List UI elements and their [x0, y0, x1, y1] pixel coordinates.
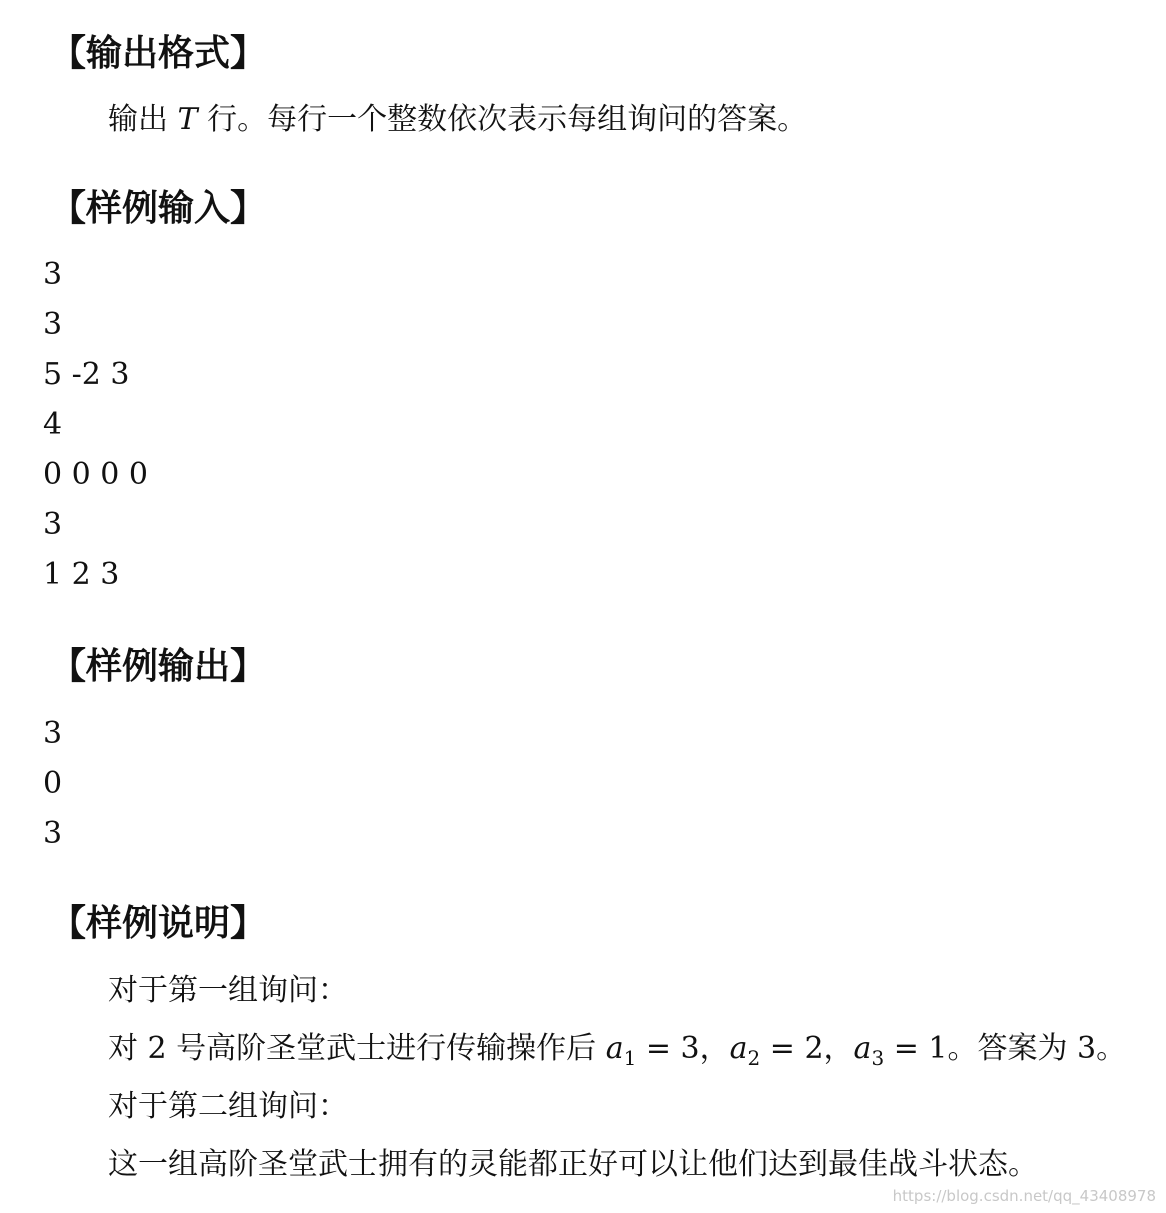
output-format-text-before: 输出	[108, 102, 178, 137]
output-format-text	[108, 100, 807, 140]
sample-output-line: 3	[43, 716, 63, 751]
sample-input-line: 5 -2 3	[43, 357, 130, 392]
sample-explanation-heading: 【样例说明】	[50, 903, 267, 944]
sample-input-line: 3	[43, 257, 63, 292]
sample-input-line: 3	[43, 507, 63, 542]
equation-2: = 2，	[760, 1031, 854, 1066]
output-format-heading: 【输出格式】	[50, 33, 267, 74]
sample-input-line: 0 0 0 0	[43, 457, 148, 492]
explanation-line-1: 对于第一组询问：	[108, 973, 348, 1008]
variable-a: a	[729, 1031, 748, 1066]
explanation-line-3: 对于第二组询问：	[108, 1089, 348, 1124]
subscript-1: 1	[623, 1046, 637, 1070]
equation-1: = 3，	[636, 1031, 730, 1066]
sample-output-heading: 【样例输出】	[50, 646, 267, 687]
explanation-line-4: 这一组高阶圣堂武士拥有的灵能都正好可以让他们达到最佳战斗状态。	[108, 1147, 1038, 1182]
explanation-line-2-prefix: 对 2 号高阶圣堂武士进行传输操作后	[108, 1031, 606, 1066]
sample-input-line: 3	[43, 307, 63, 342]
equation-3: = 1。答案为 3。	[884, 1031, 1127, 1066]
variable-T: T	[177, 102, 198, 137]
output-format-text-after: 行。每行一个整数依次表示每组询问的答案。	[197, 102, 808, 137]
subscript-2: 2	[747, 1046, 761, 1070]
subscript-3: 3	[871, 1046, 885, 1070]
sample-output-line: 3	[43, 816, 63, 851]
sample-input-line: 4	[43, 407, 63, 442]
variable-a: a	[605, 1031, 624, 1066]
sample-input-line: 1 2 3	[43, 557, 120, 592]
variable-a: a	[853, 1031, 872, 1066]
sample-output-line: 0	[43, 766, 63, 801]
watermark: https://blog.csdn.net/qq_43408978	[892, 1187, 1156, 1205]
sample-input-heading: 【样例输入】	[50, 188, 267, 229]
explanation-line-2	[108, 1029, 1126, 1069]
